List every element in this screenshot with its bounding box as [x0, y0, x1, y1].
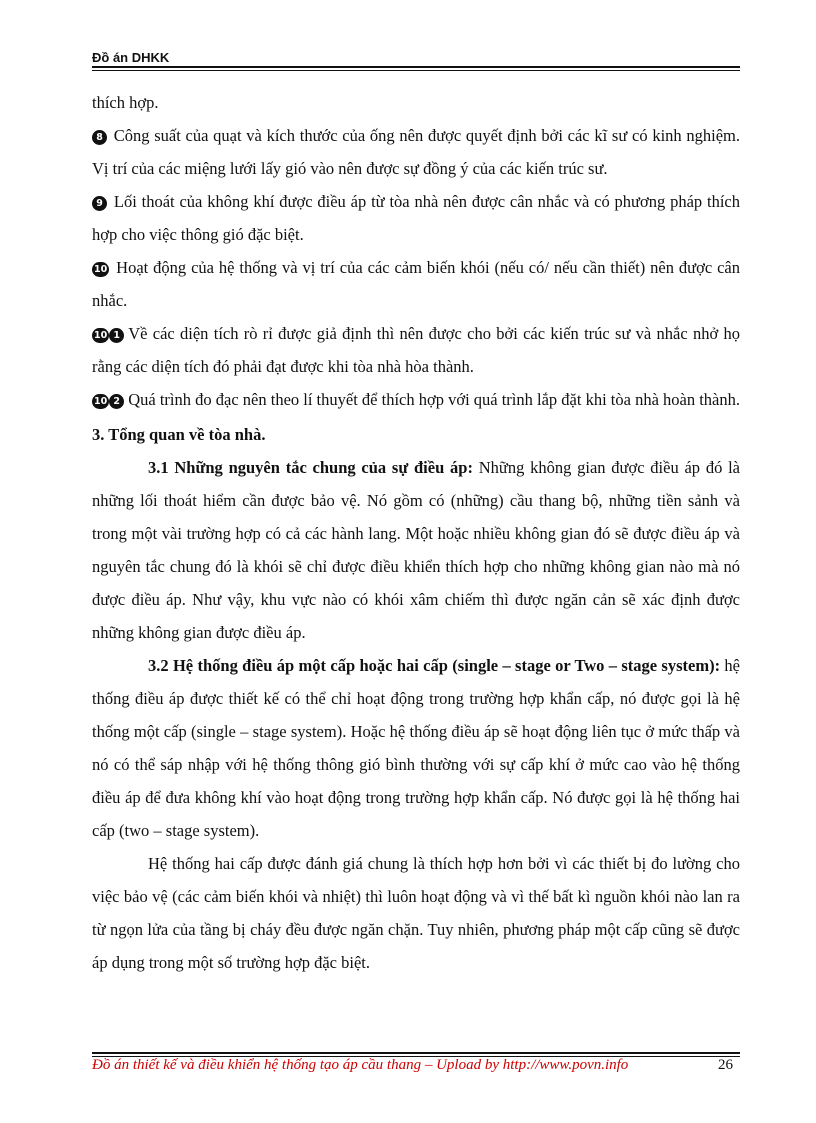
- subsection-3-2-title: 3.2 Hệ thống điều áp một cấp hoặc hai cấp (single – stage or Two – stage system):: [148, 656, 721, 675]
- section-heading: 3. Tổng quan về tòa nhà.: [92, 425, 266, 444]
- page-number: 26: [718, 1057, 733, 1073]
- list-item-text: Lối thoát của không khí được điều áp từ tòa nhà nên được cân nhắc và có phương pháp thích hợp cho việc thông gió đặc biệt.: [92, 192, 741, 244]
- list-item-text: Về các diện tích rò rỉ được giả định thì nên được cho bởi các kiến trúc sư và nhắc nhở họ rằng các diện tích đó phải đạt được khi tòa nhà hòa thành.: [92, 324, 740, 376]
- header-rule-thin: [92, 70, 740, 71]
- number-10-icon: 10: [94, 264, 108, 275]
- list-item-text: Công suất của quạt và kích thước của ống nên được quyết định bởi các kĩ sư có kinh nghiệm. Vị trí của các miệng lưới lấy gió vào nên được sự đồng ý của các kiến trúc sư.: [92, 126, 741, 178]
- number-10-icon: 10: [94, 330, 108, 341]
- subsection-3-1-text: Những không gian được điều áp đó là những lối thoát hiểm cần được bảo vệ. Nó gồm có (những) cầu thang bộ, những tiền sảnh và trong một vài trường hợp có cả các hành lang. Một hoặc nhiều không gian đó sẽ được điều áp và nguyên tắc chung đó là khói sẽ chỉ được điều khiển thích hợp cho những không gian nào mà nó được điều áp. Như vậy, khu vực nào có khói xâm chiếm thì được ngăn cản sẽ xác định được những không gian được điều áp.: [92, 458, 740, 642]
- list-item: [92, 119, 740, 185]
- footer-rule: [92, 1052, 740, 1054]
- header-rule: [92, 66, 740, 68]
- list-item: [92, 317, 740, 383]
- footer-link[interactable]: Đồ án thiết kế và điều khiển hệ thống tạo áp cầu thang – Upload by http://www.povn.info: [92, 1057, 629, 1073]
- number-8-icon: 8: [92, 130, 107, 145]
- page-content: [92, 86, 740, 979]
- running-header: Đồ án DHKK: [92, 50, 170, 65]
- subsection-3-2: [92, 649, 740, 847]
- list-item-text: Quá trình đo đạc nên theo lí thuyết để thích hợp với quá trình lắp đặt khi tòa nhà hoàn thành.: [128, 390, 740, 409]
- number-9-icon: 9: [92, 196, 107, 211]
- number-11-icon: [92, 317, 124, 350]
- subsection-3-1-title: 3.1 Những nguyên tắc chung của sự điều áp:: [148, 458, 473, 477]
- continuation-text: thích hợp.: [92, 93, 159, 112]
- number-10-icon: 10: [94, 396, 108, 407]
- list-item: [92, 185, 740, 251]
- number-2-icon: 2: [109, 394, 124, 409]
- list-item: [92, 251, 740, 317]
- subsection-3-2-text: hệ thống điều áp được thiết kế có thể chỉ hoạt động trong trường hợp khẩn cấp, nó được gọi là hệ thống một cấp (single – stage system). Hoặc hệ thống điều áp sẽ hoạt động liên tục ở mức thấp và nó có thể sáp nhập với hệ thống thông gió bình thường với sự cấp khí ở mức cao vào hệ thống điều áp để đưa không khí vào hoạt động trong trường hợp khẩn cấp. Nó được gọi là hệ thống hai cấp (two – stage system).: [92, 656, 740, 840]
- subsection-3-1: [92, 451, 740, 649]
- list-item: [92, 383, 740, 416]
- list-item-text: Hoạt động của hệ thống và vị trí của các cảm biến khói (nếu có/ nếu cần thiết) nên được cân nhắc.: [92, 258, 740, 310]
- number-12-icon: [92, 383, 124, 416]
- number-1-icon: 1: [109, 328, 124, 343]
- body-paragraph: Hệ thống hai cấp được đánh giá chung là thích hợp hơn bởi vì các thiết bị đo lường cho việc bảo vệ (các cảm biến khói và nhiệt) thì luôn hoạt động và vì thế bất kì nguồn khói nào lan ra từ ngọn lửa của tầng bị cháy đều được ngăn chặn. Tuy nhiên, phương pháp một cấp cũng sẽ được áp dụng trong một số trường hợp đặc biệt.: [92, 854, 740, 972]
